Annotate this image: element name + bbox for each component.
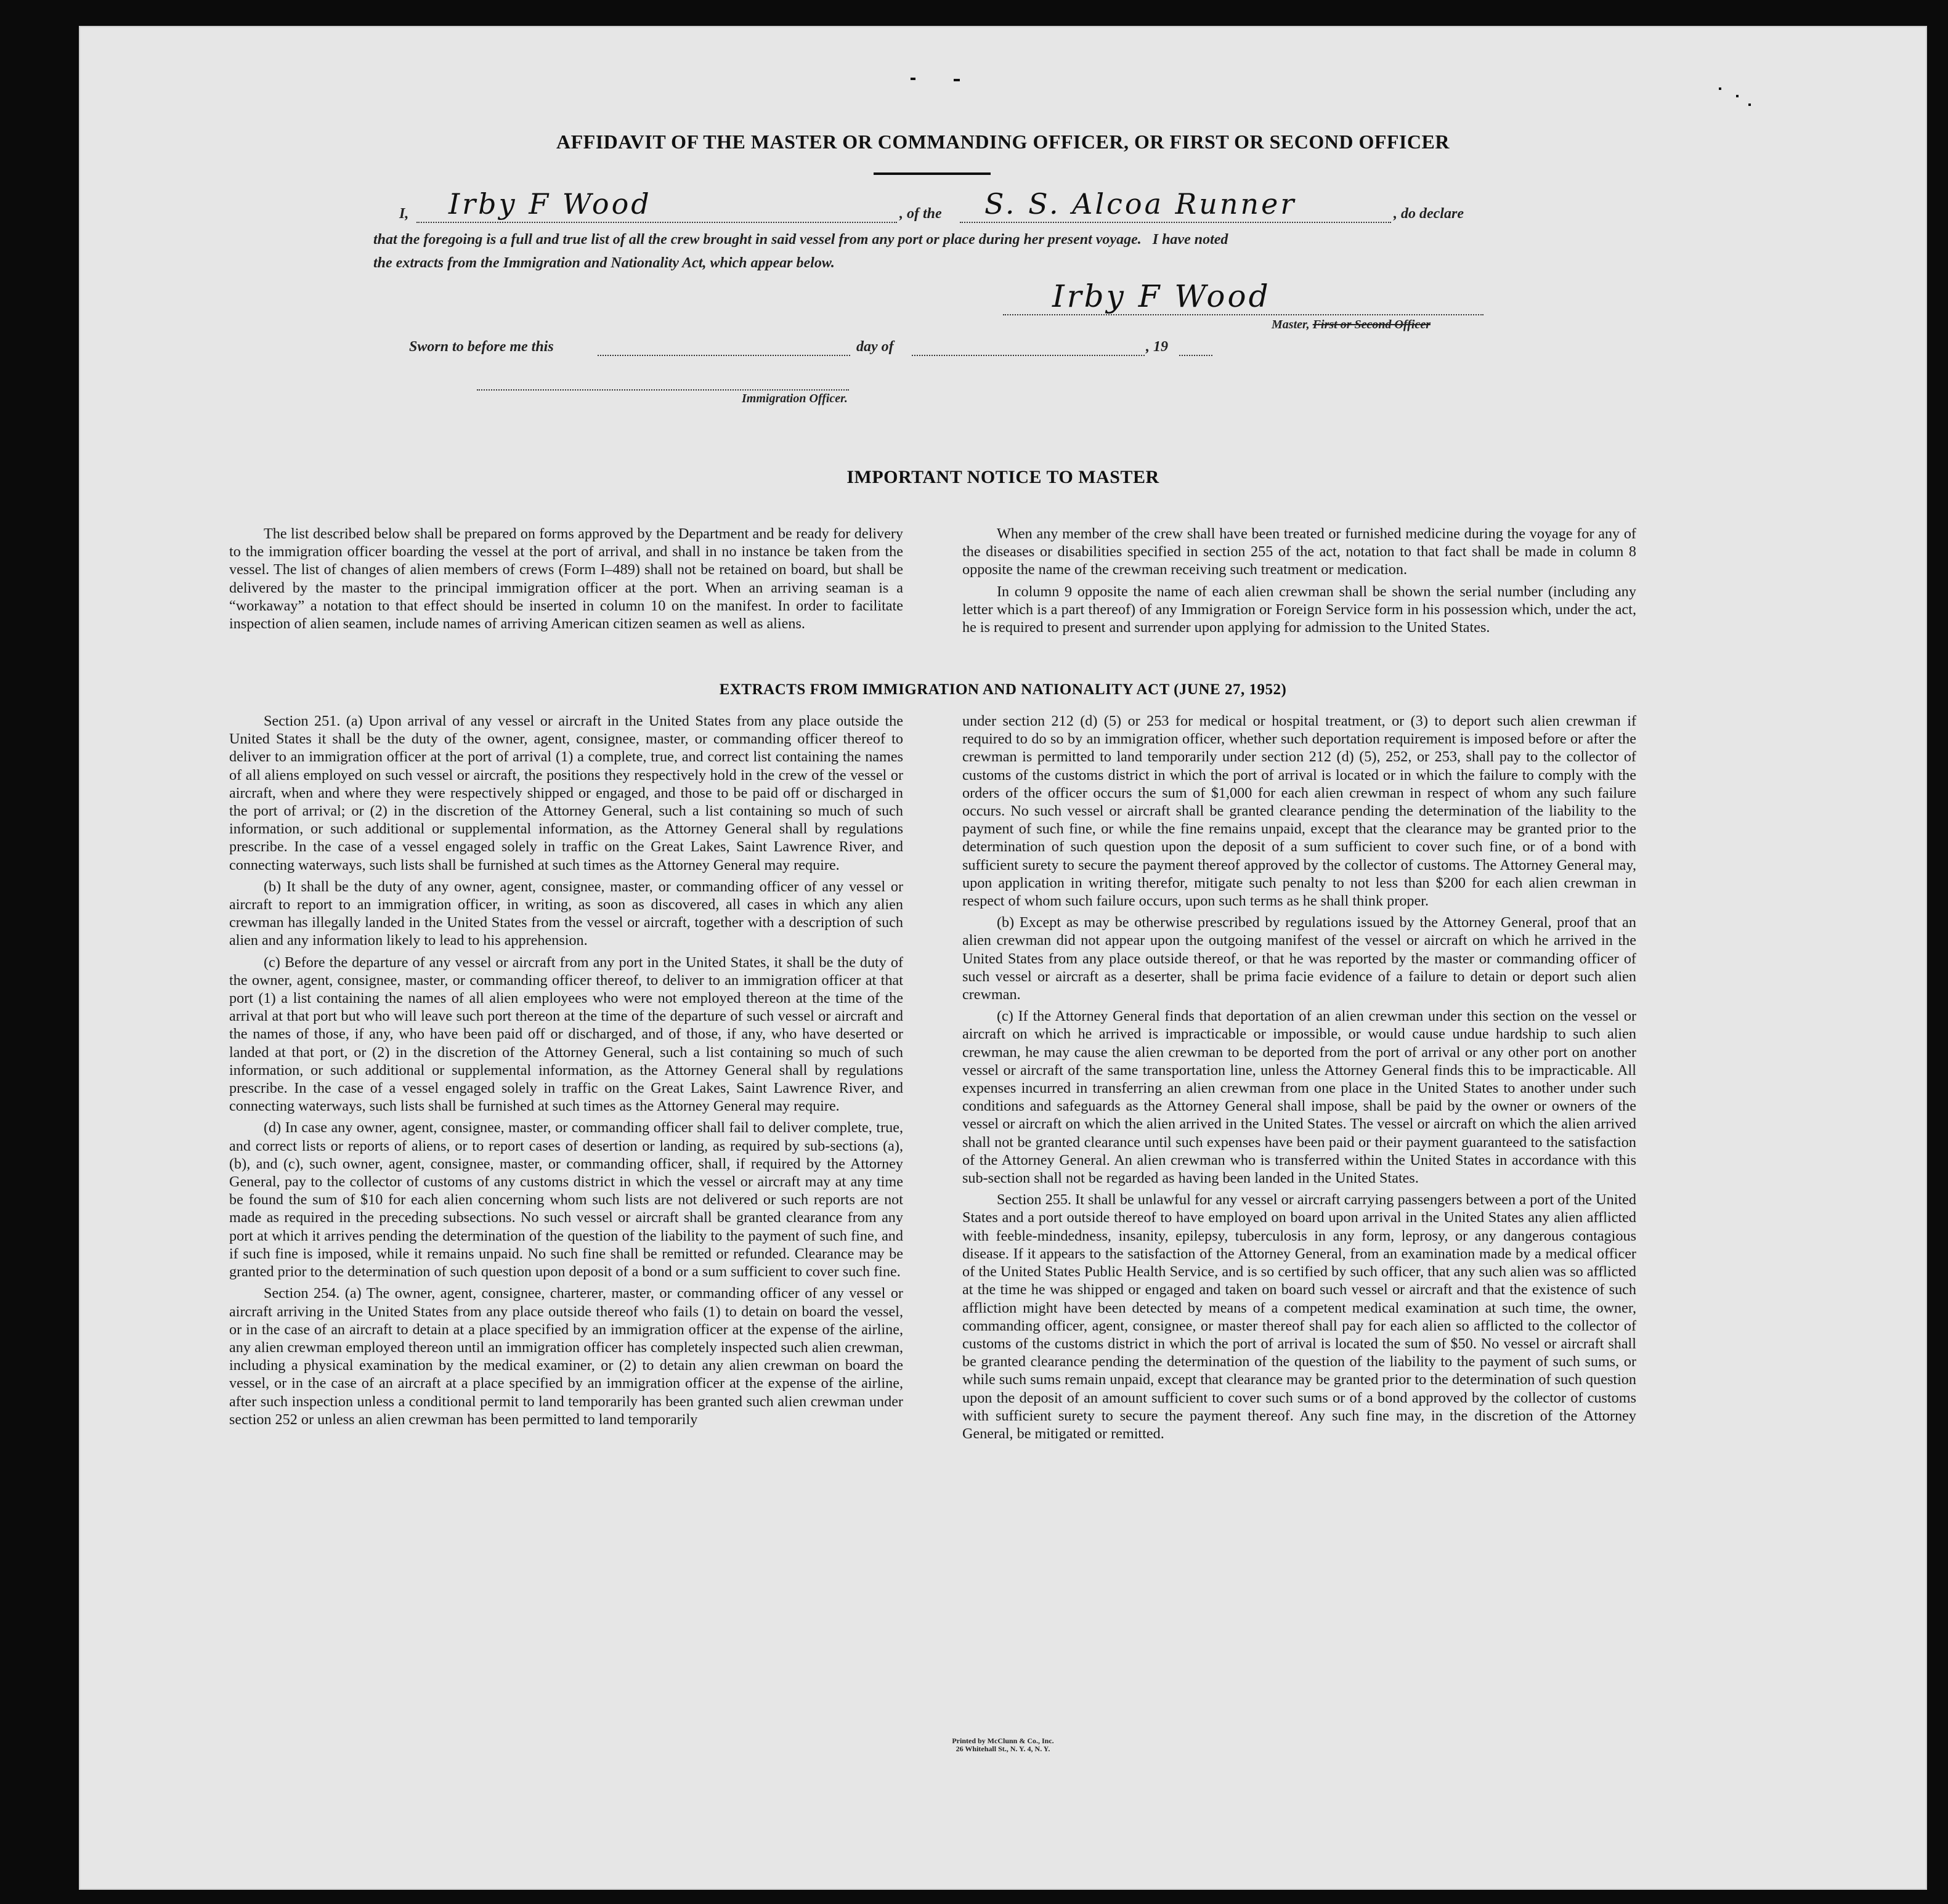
- immigration-officer-label: Immigration Officer.: [742, 392, 848, 405]
- notice-right-column: [962, 525, 1636, 640]
- scan-speck: [1748, 103, 1751, 106]
- section-251-c: (c) Before the departure of any vessel or aircraft from any port in the United States, it shall be the duty of the owner, agent, consignee, master, or commanding officer thereof, to deliver to an immigration officer at that port (1) a list containing the names of all alien employees who were not employed thereon at the time of the arrival at that port but who will leave such port thereon at the time of the departure of such vessel or aircraft and the names of those, if any, who have been paid off or discharged, and of those, if any, who have deserted or landed at that port, or (2) in the discretion of the Attorney General, such a list containing so much of such information, or such additional or supplemental information, as the Attorney General shall by regulations prescribe. In the case of a vessel engaged solely in traffic on the Great Lakes, Saint Lawrence River, and connecting waterways, such lists shall be furnished at such times as the Attorney General may require.: [229, 954, 903, 1115]
- sworn-day-field: [598, 354, 850, 356]
- notice-left-column: [229, 525, 903, 636]
- section-254-c: (c) If the Attorney General finds that deportation of an alien crewman under this section on the vessel or aircraft on which he arrived is impracticable or impossible, or would cause undue hardship to such alien crewman, he may cause the alien crewman to be deported from the port of arrival or any other port on another vessel or aircraft of the same transportation line, unless the Attorney General finds this to be impracticable. All expenses incurred in transferring an alien crewman from one place in the United States to another under such conditions and safeguards as the Attorney General shall impose, shall be paid by the owner or owners of the vessel or aircraft on which the alien arrived in the United States. The vessel or aircraft on which the alien arrived shall not be granted clearance until such expenses have been paid or their payment guaranteed to the satisfaction of the Attorney General. An alien crewman who is transferred within the United States in accordance with this sub-section shall not be regarded as having been landed in the United States.: [962, 1008, 1636, 1187]
- extracts-right-column: [962, 712, 1636, 1446]
- day-of-label: day of: [856, 339, 894, 355]
- scan-speck: [954, 79, 960, 81]
- signature-title-struck: First or Second Officer: [1312, 318, 1431, 331]
- printer-line-1: Printed by McClunn & Co., Inc.: [952, 1736, 1054, 1745]
- section-251-a: Section 251. (a) Upon arrival of any vessel or aircraft in the United States from any place outside the United States it shall be the duty of the owner, agent, consignee, master, or commanding officer thereof to deliver to an immigration officer at the port of arrival (1) a complete, true, and correct list containing the names of all aliens employed on such vessel or aircraft, the positions they respectively hold in the crew of the vessel or aircraft, when and where they were respectively shipped or engaged, and those to be paid off or discharged in the port of arrival; or (2) in the discretion of the Attorney General, such a list containing so much of such information, or such additional or supplemental information, as the Attorney General shall by regulations prescribe. In the case of a vessel engaged solely in traffic on the Great Lakes, Saint Lawrence River, and connecting waterways, such lists shall be furnished at such times as the Attorney General may require.: [229, 713, 903, 873]
- i-label: I,: [399, 206, 409, 222]
- scan-speck: [1736, 95, 1739, 97]
- section-251-d: (d) In case any owner, agent, consignee, master, or commanding officer shall fail to deliver complete, true, and correct lists or reports of aliens, or to report cases of desertion or landing, as required by sub-sections (a), (b), and (c), such owner, agent, consignee, master, or commanding officer, shall, if required by the Attorney General, pay to the collector of customs of any customs district in which the vessel or aircraft may at any time be found the sum of $10 for each alien concerning whom such lists are not delivered or such reports are not made as required in the preceding subsections. No such vessel or aircraft shall be granted clearance from any port at which it arrives pending the determination of the question of the liability to the payment of such fine, and if such fine is imposed, while it remains unpaid. No such fine shall be remitted or refunded. Clearance may be granted prior to the determination of such question upon deposit of a bond or a sum sufficient to cover such fine.: [229, 1119, 903, 1281]
- section-255: Section 255. It shall be unlawful for any vessel or aircraft carrying passengers between a port of the United States and a port outside thereof to have employed on board upon arrival in the United States any alien afflicted with feeble-mindedness, insanity, epilepsy, tuberculosis in any form, leprosy, or any dangerous contagious disease. If it appears to the satisfaction of the Attorney General, from an examination made by a medical officer of the United States Public Health Service, and is so certified by such officer, that any such alien was so afflicted at the time he was shipped or engaged and taken on board such vessel or aircraft and that the existence of such affliction might have been detected by means of a competent medical examination at such time, the owner, commanding officer, agent, consignee, or master thereof shall pay for each alien so afflicted to the collector of customs of the customs district in which the port of arrival is located the sum of $50. No vessel or aircraft shall be granted clearance pending the determination of the question of the liability to the payment of such sums, or while such sums remain unpaid, except that clearance may be granted prior to the determination of such question upon the deposit of an amount sufficient to cover such sums or of a bond approved by the collector of customs with sufficient surety to secure the payment thereof. Any such fine may, in the discretion of the Attorney General, be mitigated or remitted.: [962, 1191, 1636, 1442]
- sworn-month-field: [912, 354, 1145, 356]
- section-251-b: (b) It shall be the duty of any owner, agent, consignee, master, or commanding officer of any vessel or aircraft to report to an immigration officer, in writing, as soon as discovered, all cases in which any alien crewman has illegally landed in the United States from the vessel or aircraft, together with a description of such alien and any information likely to lead to his apprehension.: [229, 878, 903, 949]
- signature-title: [1272, 318, 1431, 332]
- immigration-officer-line: [477, 388, 849, 391]
- master-name-handwritten: Irby F Wood: [448, 187, 652, 221]
- notice-heading: IMPORTANT NOTICE TO MASTER: [846, 467, 1159, 487]
- vessel-name-field: [960, 221, 1391, 223]
- declaration-line-1: that the foregoing is a full and true list of all the crew brought in said vessel from any port or place during her present voyage. I have noted: [373, 232, 1228, 248]
- scan-speck: [1719, 87, 1721, 90]
- vessel-name-handwritten: S. S. Alcoa Runner: [984, 187, 1297, 221]
- extracts-heading: EXTRACTS FROM IMMIGRATION AND NATIONALITY ACT (JUNE 27, 1952): [719, 681, 1287, 698]
- extracts-left-column: [229, 712, 903, 1432]
- year-label: , 19: [1146, 339, 1168, 355]
- notice-left-paragraph: The list described below shall be prepared on forms approved by the Department and be ready for delivery to the immigration officer boarding the vessel at the port of arrival, and shall in no instance be taken from the vessel. The list of changes of alien members of crews (Form I–489) shall not be retained on board, but shall be delivered by the master to the principal immigration officer at the port. When an arriving seaman is a “workaway” a notation to that effect should be inserted in column 10 on the manifest. In order to facilitate inspection of alien seamen, include names of arriving American citizen seamen as well as aliens.: [229, 525, 903, 633]
- notice-right-paragraph-2: In column 9 opposite the name of each alien crewman shall be shown the serial number (including any letter which is a part thereof) of any Immigration or Foreign Service form in his possession which, under the act, he is required to present and surrender upon applying for admission to the United States.: [962, 583, 1636, 636]
- section-254-b: (b) Except as may be otherwise prescribed by regulations issued by the Attorney General, proof that an alien crewman did not appear upon the outgoing manifest of the vessel or aircraft on which he arrived in the United States from any place outside thereof, or that he was reported by the master or commanding officer of such vessel or aircraft as a deserter, shall be prima facie evidence of a failure to detain or deport such alien crewman.: [962, 914, 1636, 1003]
- section-254-a: Section 254. (a) The owner, agent, consignee, charterer, master, or commanding officer of any vessel or aircraft arriving in the United States from any place outside thereof who fails (1) to detain on board the vessel, or in the case of an aircraft to detain at a place specified by an immigration officer at the expense of the airline, any alien crewman employed thereon until an immigration officer has completely inspected such alien crewman, including a physical examination by the medical examiner, or (2) to detain any alien crewman on board the vessel, or in the case of an aircraft at a place specified by an immigration officer at the expense of the airline, after such inspection unless a conditional permit to land temporarily has been granted such alien crewman under section 252 or unless an alien crewman has been permitted to land temporarily: [229, 1285, 903, 1428]
- master-name-field: [416, 221, 897, 223]
- do-declare-label: , do declare: [1394, 206, 1464, 222]
- printer-imprint: [79, 1737, 1927, 1753]
- scan-speck: [911, 78, 915, 80]
- printer-line-2: 26 Whitehall St., N. Y. 4, N. Y.: [956, 1744, 1050, 1753]
- master-signature: Irby F Wood: [1052, 278, 1271, 314]
- signature-line: [1003, 313, 1483, 315]
- title-rule: [874, 172, 991, 175]
- sworn-label: Sworn to before me this: [409, 339, 554, 355]
- section-254-a-continued: under section 212 (d) (5) or 253 for medical or hospital treatment, or (3) to deport such alien crewman if required to do so by an immigration officer, whether such deportation requirement is imposed before or after the crewman is permitted to land temporarily under section 212 (d) (5), 252, or 253, shall pay to the collector of customs of the customs district in which the port of arrival is located or in which the failure to comply with the orders of the officer occurs the sum of $1,000 for each alien crewman in respect of whom any such failure occurs. No such vessel or aircraft shall be granted clearance pending the determination of the liability to the payment of such fine, or while the fine remains unpaid, except that the clearance may be granted prior to the determination of such question upon the deposit of a sum sufficient to cover such fine, or of a bond with sufficient surety to secure the payment thereof approved by the collector of customs. The Attorney General may, upon application in writing therefor, mitigate such penalty to not less than $200 for each alien crewman in respect of whom such failure occurs, upon such terms as he shall think proper.: [962, 713, 1636, 910]
- of-the-label: , of the: [899, 206, 942, 222]
- affidavit-title: AFFIDAVIT OF THE MASTER OR COMMANDING OFFICER, OR FIRST OR SECOND OFFICER: [556, 131, 1450, 153]
- document-page: [79, 26, 1927, 1890]
- notice-right-paragraph-1: When any member of the crew shall have been treated or furnished medicine during the voyage for any of the diseases or disabilities specified in section 255 of the act, notation to that fact shall be made in column 8 opposite the name of the crewman receiving such treatment or medication.: [962, 525, 1636, 578]
- declaration-line-2: the extracts from the Immigration and Nationality Act, which appear below.: [373, 255, 835, 271]
- sworn-year-field: [1179, 354, 1212, 356]
- signature-title-master: Master,: [1272, 318, 1310, 331]
